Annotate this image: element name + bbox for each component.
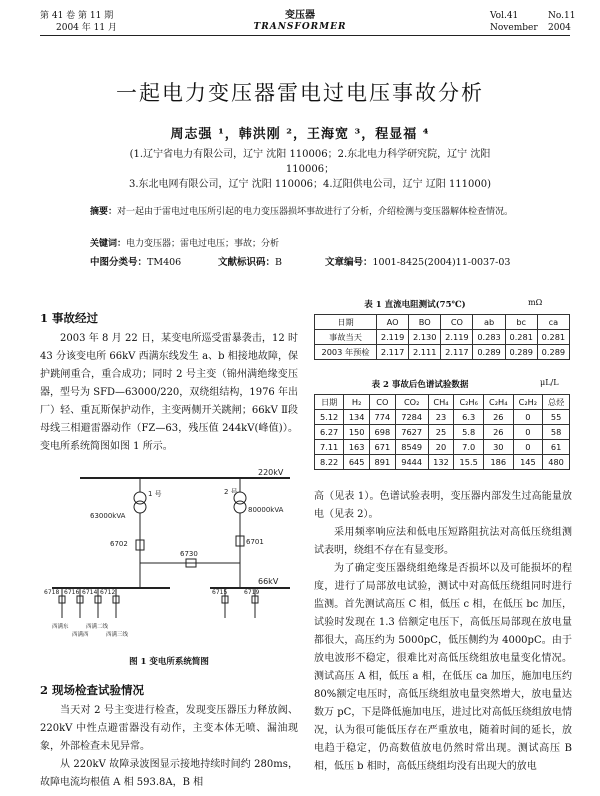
label-6701: 6701: [246, 538, 264, 546]
clc: 中图分类号：TM406: [90, 257, 182, 268]
keywords-label: 关键词：: [90, 239, 127, 249]
right-column-body: [314, 488, 572, 776]
feeder-name-4: 西满三线: [106, 632, 129, 638]
label-t2: 2 号: [224, 488, 238, 496]
section-1-title: 1 事故经过: [40, 311, 99, 325]
label-feeder-2: 6716: [64, 589, 80, 596]
label-feeder-3: 6714: [82, 589, 98, 596]
doc-code: 文献标识码：B: [218, 257, 282, 268]
t1-winding-lv: [134, 501, 146, 513]
table-row: 8.22 645 891 9444 132 15.5 186 145 480: [315, 455, 570, 470]
label-220kv: 220kV: [258, 468, 284, 477]
table-2-header-row: 日期 H₂ CO CO₂ CH₄ C₂H₆ C₂H₄ C₂H₂ 总烃: [315, 395, 570, 410]
table-1-caption: 表 1 直流电阻测试(75℃): [364, 300, 466, 310]
label-feeder-6: 6719: [244, 589, 260, 596]
affiliation-line-1: (1.辽宁省电力有限公司，辽宁 沈阳 110006；2.东北电力科学研究院，辽宁 沈阳 110006；: [129, 149, 491, 175]
section-2-paragraph-1: 当天对 2 号主变进行检查，发现变压器压力释放阀、220kV 中性点避雷器没有动作，主变本体无喷、漏油现象，外部检查未见异常。: [40, 705, 298, 752]
table-row: 事故当天 2.119 2.130 2.119 0.283 0.281 0.281: [315, 330, 570, 345]
label-6730: 6730: [180, 550, 198, 558]
paper-title: 一起电力变压器雷电过电压事故分析: [116, 81, 484, 105]
header-journal-cn: 变压器: [285, 10, 315, 21]
authors: 周志强 ¹，韩洪刚 ²，王海宽 ³，程显福 ⁴: [170, 127, 430, 142]
right-paragraph-2: 采用频率响应法和低电压短路阻抗法对高低压绕组测试表明，绕组不存在有显变形。: [314, 527, 572, 556]
header-month-en: November: [490, 23, 538, 33]
header-no-en: No.11: [548, 11, 576, 21]
abstract-label: 摘要：: [90, 207, 118, 217]
section-2-title: 2 现场检查试验情况: [40, 683, 145, 697]
feeder-name-1: 西满东: [52, 624, 69, 630]
label-feeder-1: 6718: [44, 589, 60, 596]
abstract: [90, 205, 550, 219]
figure-1: [40, 468, 298, 644]
header-rule: [40, 35, 570, 36]
affiliation-line-2: 3.东北电网有限公司，辽宁 沈阳 110006；4.辽阳供电公司，辽宁 辽阳 111000): [128, 179, 492, 190]
header-volume: 第 41 卷 第 11 期: [40, 11, 114, 21]
section-1-body: [40, 330, 298, 456]
table-2: [314, 394, 570, 470]
keywords: [90, 237, 550, 251]
label-66kv: 66kV: [258, 577, 279, 586]
header-year-en: 2004: [548, 23, 571, 33]
label-t1-cap: 63000kVA: [90, 512, 126, 520]
table-row: 2003 年预检 2.117 2.111 2.117 0.289 0.289 0.289: [315, 345, 570, 360]
right-paragraph-1: 高（见表 1）。色谱试验表明，变压器内部发生过高能量放电（见表 2）。: [314, 491, 572, 520]
table-2-caption: 表 2 事故后色谱试验数据: [371, 380, 469, 390]
affiliations: [110, 147, 510, 192]
table-1-unit: mΩ: [528, 298, 543, 307]
table-row: 5.12 134 774 7284 23 6.3 26 0 55: [315, 410, 570, 425]
feeder-name-3: 西满二线: [86, 624, 109, 630]
table-row: 7.11 163 671 8549 20 7.0 30 0 61: [315, 440, 570, 455]
table-1: [314, 314, 570, 360]
system-diagram: [40, 468, 298, 644]
abstract-text: 对一起由于雷电过电压所引起的电力变压器损坏事故进行了分析，介绍检测与变压器解体检查情况。: [117, 207, 514, 217]
header-journal-en: TRANSFORMER: [253, 22, 347, 32]
article-number: 文章编号：1001-8425(2004)11-0037-03: [325, 257, 511, 268]
label-t2-cap: 80000kVA: [248, 506, 284, 514]
table-row: 6.27 150 698 7627 25 5.8 26 0 58: [315, 425, 570, 440]
figure-1-caption: 图 1 变电所系统简图: [129, 657, 209, 667]
label-feeder-5: 6715: [212, 589, 228, 596]
label-6702: 6702: [110, 540, 128, 548]
label-feeder-4: 6712: [100, 589, 116, 596]
header-date: 2004 年 11 月: [56, 23, 117, 33]
label-t1: 1 号: [148, 490, 162, 498]
section-2-paragraph-2: 从 220kV 故障录波图显示接地持续时间约 280ms，故障电流均根值 A 相 593.8A，B 相: [40, 759, 298, 788]
feeder-name-2: 西满西: [72, 632, 89, 638]
table-2-unit: μL/L: [540, 378, 559, 387]
section-2-body: [40, 702, 298, 792]
keywords-text: 电力变压器；雷电过电压；事故；分析: [126, 239, 280, 249]
right-paragraph-3: 为了确定变压器绕组绝缘是否损坏以及可能损坏的程度，进行了局部放电试验，测试中对高低压绕组同时进行监测。首先测试高压 C 相，低压 c 相，在低压 bc 加压，试验时发现在 1.3 倍额定电压下，高低压局部现在放电量都很大，高压约为 5000pC，低压侧约为 4000pC。由于放电波形不稳定，很难比对高低压绕组放电量变化情况。测试高压 A 相，低压 a 相，在低压 ca 加压，施加电压约 80%额定电压时，高低压绕组放电量突然增大，放电量达数万 pC，下是降低施加电压，进过比对高低压绕组放电情况，认为很可能低压存在严重放电，随着时间的延长，放电趋于稳定，仍高数值放电仍然时常出现。测试高压 B 相，低压 b 相时，高低压绕组均没有出现大的放电: [314, 563, 572, 772]
header-vol-en: Vol.41: [490, 11, 519, 21]
section-1-paragraph: 2003 年 8 月 22 日，某变电所巡受雷暴袭击，12 时 43 分该变电所 66kV 西满东线发生 a、b 相接地故障，保护跳闸重合，重合成功；同时 2 号主变（锦州满绝缘变压器，型号为 SFD—63000/220，双绕组结构，1976 年出厂）轻、重瓦斯保护动作，主变两侧开关跳闸；66kV Ⅱ段母线三相避雷器动作（FZ—63，残压值 244kV(峰值)）。变电所系统简图如图 1 所示。: [40, 333, 298, 452]
t2-winding-lv: [234, 501, 246, 513]
table-1-header-row: 日期 AO BO CO ab bc ca: [315, 315, 570, 330]
